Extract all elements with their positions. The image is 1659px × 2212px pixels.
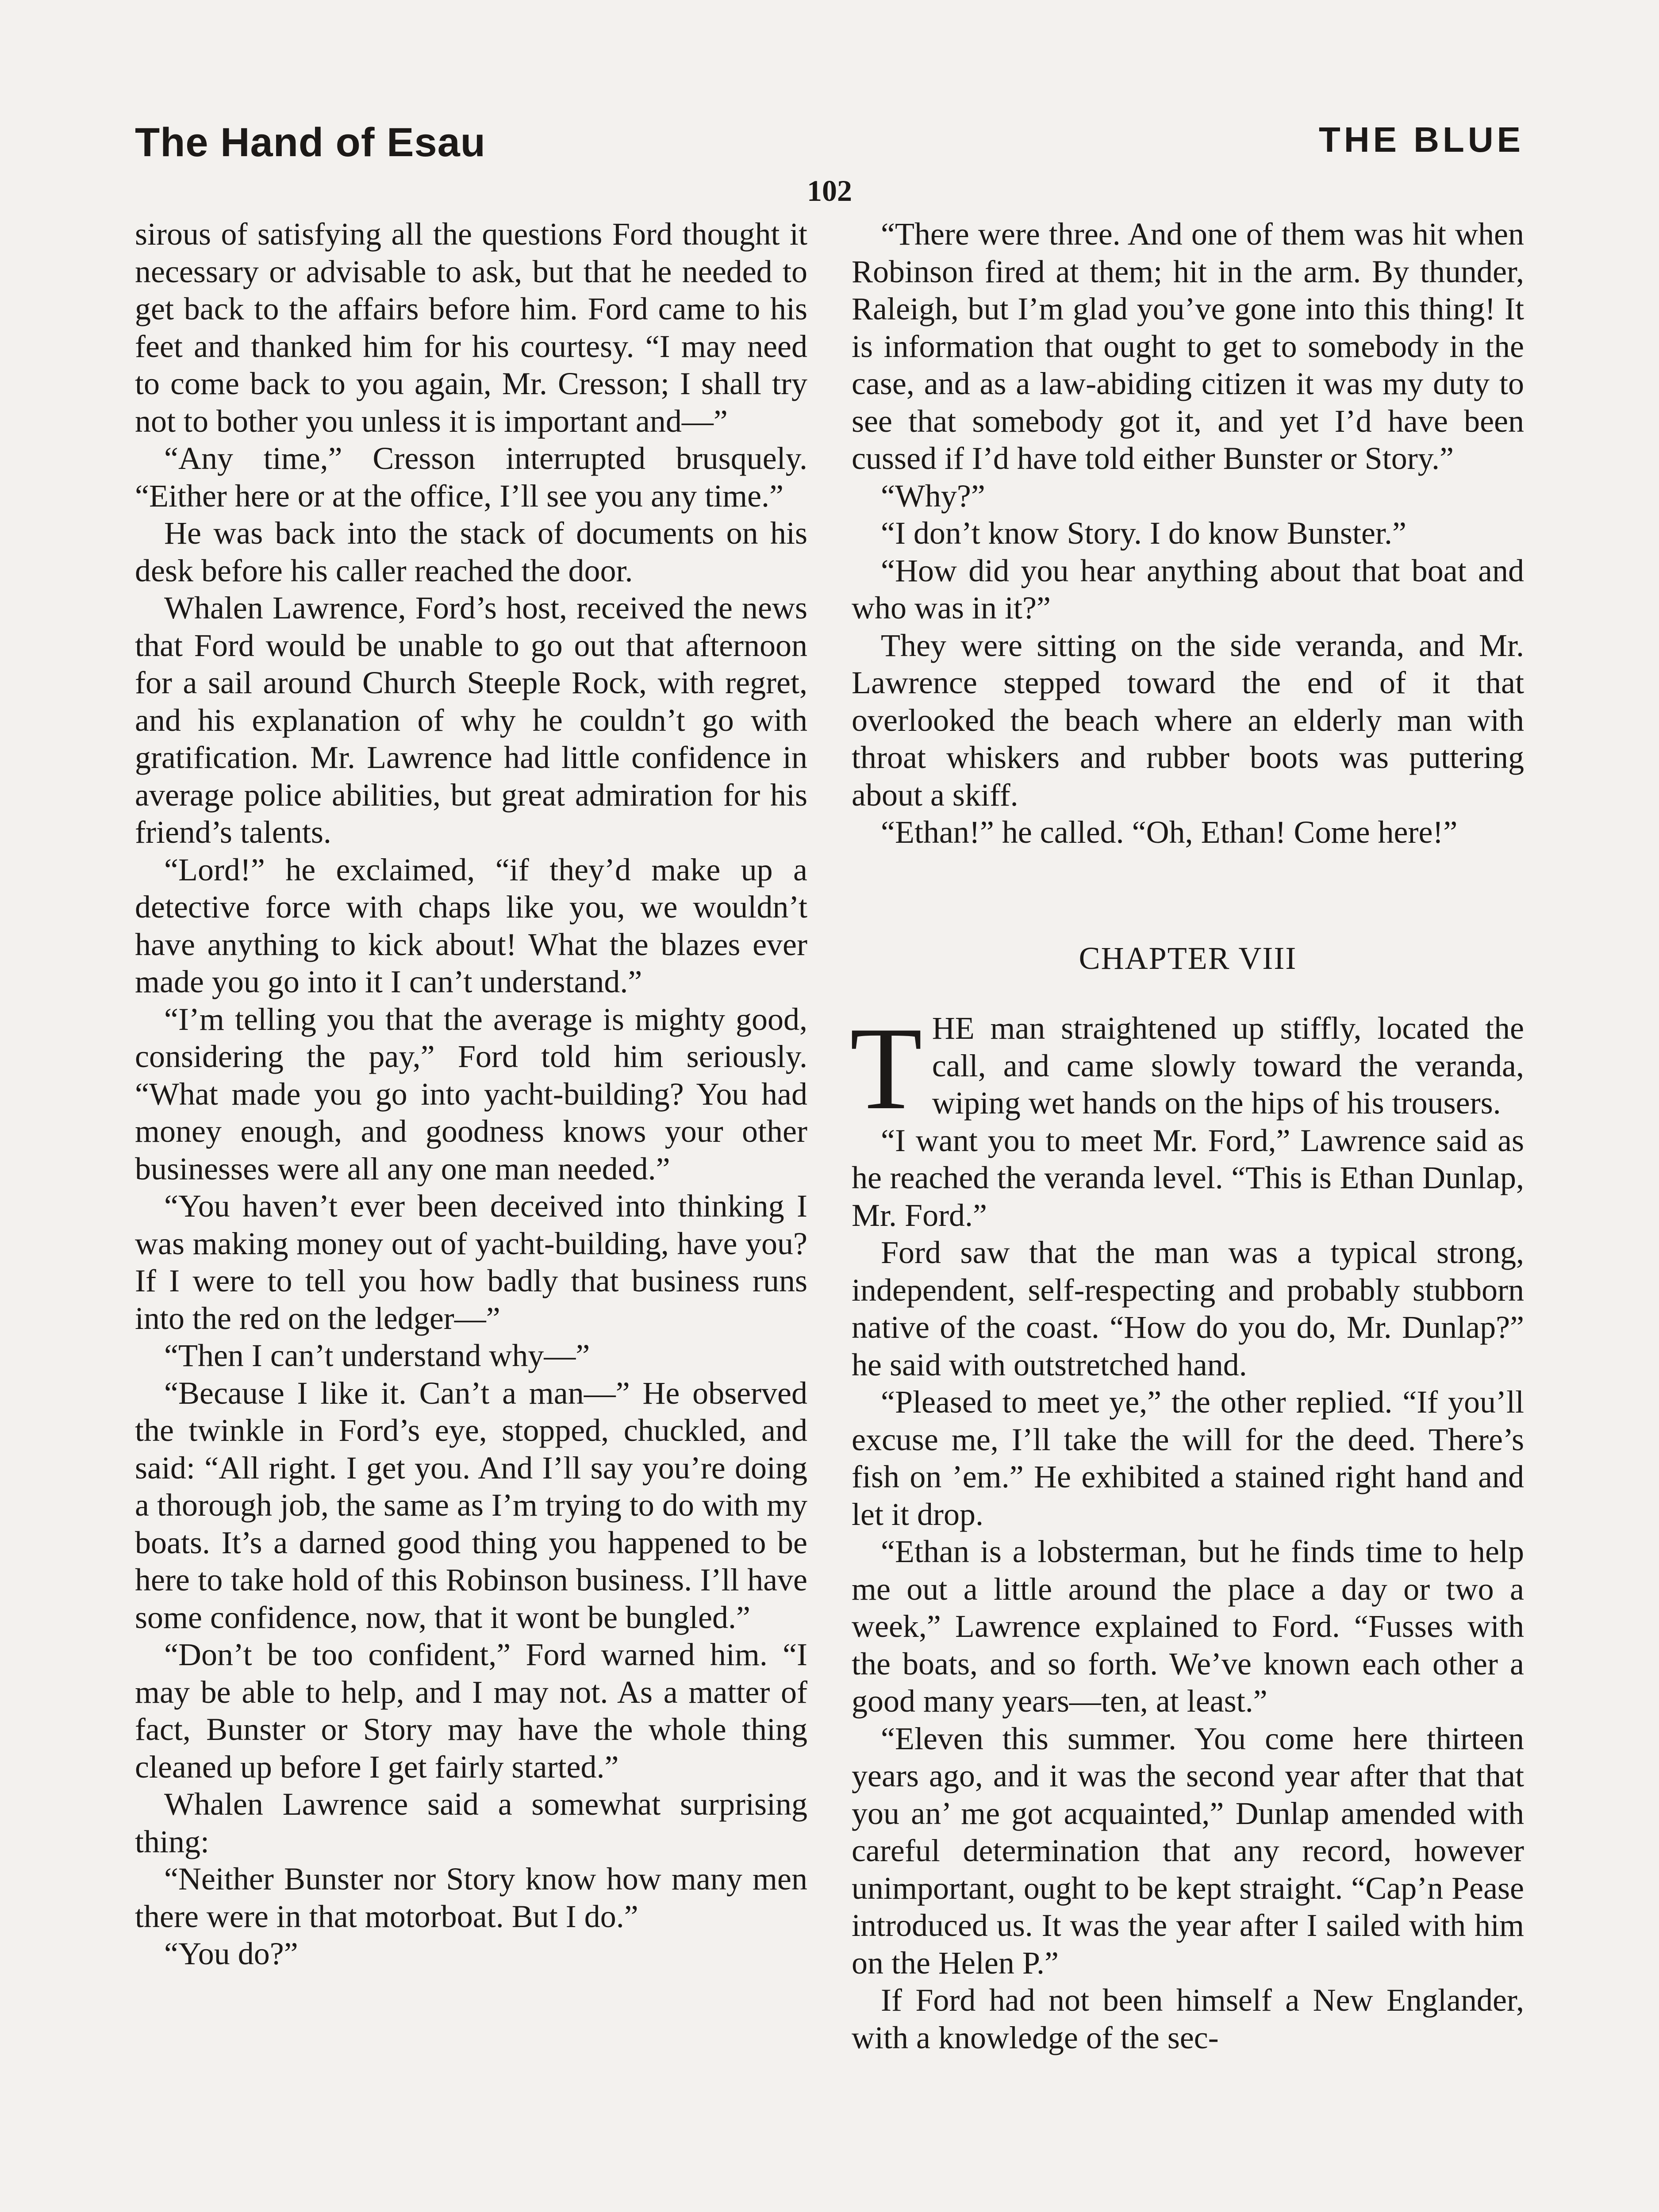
chapter-opening-paragraph: [850, 1002, 1524, 1134]
paragraph: Ford saw that the man was a typical strong, independent, self-respecting and probably stubborn native of the coast. “How do you do, Mr. Dunlap?” he said with outstretched hand.: [852, 1235, 1524, 1382]
paragraph: “Lord!” he exclaimed, “if they’d make up a detective force with chaps like you, we wouldn’t have anything to kick about! What the blazes ever made you go into it I can’t understand.”: [135, 852, 807, 999]
drop-cap: T: [850, 1002, 922, 1134]
paragraph: “Ethan!” he called. “Oh, Ethan! Come here!”: [881, 814, 1458, 850]
paragraph: “Then I can’t understand why—”: [164, 1338, 590, 1373]
paragraph: “I don’t know Story. I do know Bunster.”: [881, 515, 1406, 551]
running-title: The Hand of Esau: [135, 120, 486, 165]
chapter-opening-text: HE man straightened up stiffly, located the call, and came slowly toward the veranda, wiping wet hands on the hips of his trousers.: [932, 1010, 1524, 1121]
paragraph: “You haven’t ever been deceived into thinking I was making money out of yacht-building, have you? If I were to tell you how badly that business runs into the red on the ledger—”: [135, 1188, 807, 1336]
paragraph: Whalen Lawrence, Ford’s host, received the news that Ford would be unable to go out that afternoon for a sail around Church Steeple Rock, with regret, and his explanation of why he couldn’t go with gratification. Mr. Lawrence had little confidence in average police abilities, but great admiration for his friend’s talents.: [135, 590, 807, 850]
page-number: 102: [807, 174, 852, 207]
left-column: [135, 215, 807, 1973]
paragraph: “I’m telling you that the average is mighty good, considering the pay,” Ford told him seriously. “What made you go into yacht-building? You had money enough, and goodness knows your other businesses were all any one man needed.”: [135, 1001, 807, 1187]
paragraph: If Ford had not been himself a New Englander, with a knowledge of the sec-: [852, 1982, 1524, 2055]
paragraph: “Any time,” Cresson interrupted brusquely. “Either here or at the office, I’ll see you any time.”: [135, 441, 807, 514]
paragraph: “Neither Bunster nor Story know how many men there were in that motorboat. But I do.”: [135, 1861, 807, 1934]
paragraph: “Eleven this summer. You come here thirteen years ago, and it was the second year after that that you an’ me got acquainted,” Dunlap amended with careful determination that any record, however unimportant, ought to be kept straight. “Cap’n Pease introduced us. It was the year after I sailed with him on the Helen P.”: [852, 1720, 1524, 1981]
page-header: [135, 119, 1524, 181]
magazine-title: THE BLUE: [1319, 120, 1524, 159]
paragraph: “There were three. And one of them was hit when Robinson fired at them; hit in the arm. By thunder, Raleigh, but I’m glad you’ve gone into this thing! It is information that ought to get to somebody in the case, and as a law-abiding citizen it was my duty to see that somebody got it, and yet I’d have been cussed if I’d have told either Bunster or Story.”: [852, 216, 1524, 476]
chapter-heading: CHAPTER VIII: [1079, 940, 1297, 976]
paragraph: “Because I like it. Can’t a man—” He observed the twinkle in Ford’s eye, stopped, chuckled, and said: “All right. I get you. And I’ll say you’re doing a thorough job, the same as I’m trying to do with my boats. It’s a darned good thing you happened to be here to take hold of this Robinson business. I’ll have some confidence, now, that it wont be bungled.”: [135, 1375, 807, 1635]
paragraph: sirous of satisfying all the questions Ford thought it necessary or advisable to ask, but that he needed to get back to the affairs before him. Ford came to his feet and thanked him for his courtesy. “I may need to come back to you again, Mr. Cresson; I shall try not to bother you unless it is important and—”: [135, 216, 807, 439]
paragraph: “Don’t be too confident,” Ford warned him. “I may be able to help, and I may not. As a matter of fact, Bunster or Story may have the whole thing cleaned up before I get fairly started.”: [135, 1637, 807, 1785]
paragraph: “Why?”: [881, 478, 985, 514]
paragraph: “How did you hear anything about that boat and who was in it?”: [852, 553, 1524, 626]
right-column: [852, 215, 1524, 2056]
paragraph: “Ethan is a lobsterman, but he finds time to help me out a little around the place a day or two a week,” Lawrence explained to Ford. “Fusses with the boats, and so forth. We’ve known each other a good many years—ten, at least.”: [852, 1534, 1524, 1719]
paragraph: “Pleased to meet ye,” the other replied. “If you’ll excuse me, I’ll take the will for the deed. There’s fish on ’em.” He exhibited a stained right hand and let it drop.: [852, 1384, 1524, 1532]
paragraph: He was back into the stack of documents on his desk before his caller reached the door.: [135, 515, 807, 588]
paragraph: “I want you to meet Mr. Ford,” Lawrence said as he reached the veranda level. “This is Ethan Dunlap, Mr. Ford.”: [852, 1122, 1524, 1233]
paragraph: Whalen Lawrence said a somewhat surprising thing:: [135, 1786, 807, 1859]
paragraph: “You do?”: [164, 1936, 298, 1971]
paragraph: They were sitting on the side veranda, and Mr. Lawrence stepped toward the end of it that overlooked the beach where an elderly man with throat whiskers and rubber boots was puttering about a skiff.: [852, 627, 1524, 813]
